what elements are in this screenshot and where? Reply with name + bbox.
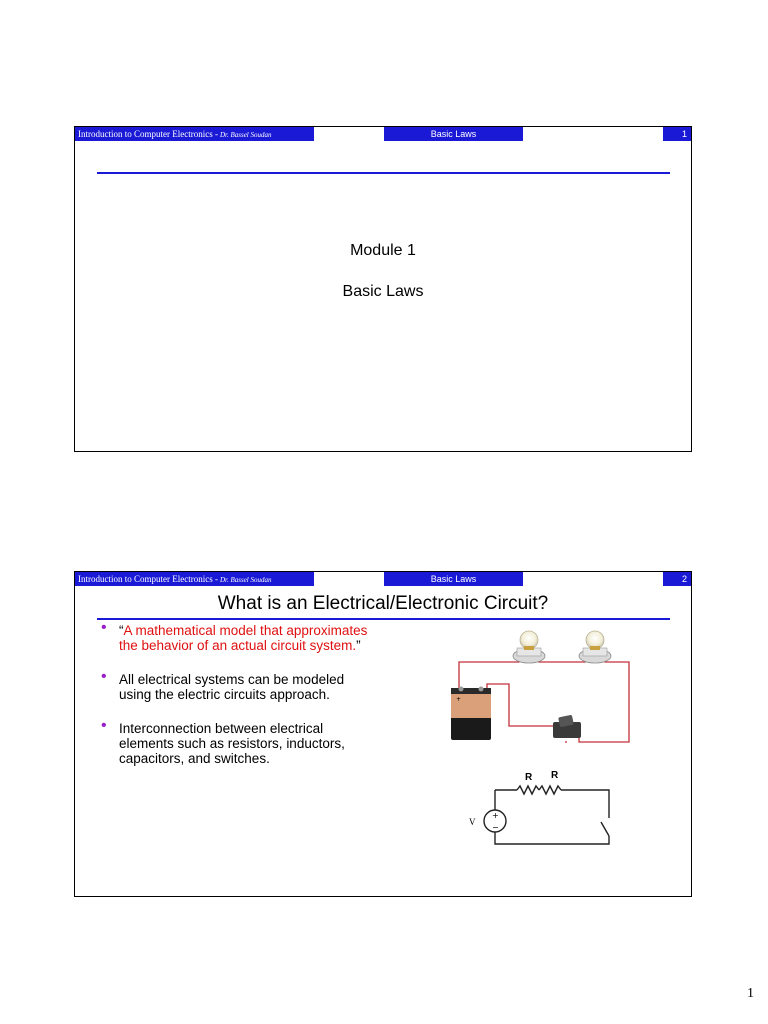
slide-number: 2 <box>663 572 691 586</box>
switch-icon <box>553 715 581 738</box>
title-rule <box>97 172 670 174</box>
bullet-list <box>99 619 379 785</box>
slide-header-topic: Basic Laws <box>384 127 523 141</box>
slide-number: 1 <box>663 127 691 141</box>
page-number: 1 <box>747 986 754 1001</box>
bullet-item: • All electrical systems can be modeled using the electric circuits approach. <box>101 668 345 702</box>
circuit-photo-figure <box>447 626 632 746</box>
slide-header-course <box>75 127 314 141</box>
course-title: Introduction to Computer Electronics - <box>78 574 218 584</box>
svg-text:+: + <box>456 696 462 703</box>
course-title: Introduction to Computer Electronics - <box>78 129 218 139</box>
title-rule <box>97 618 670 620</box>
bullet-icon: • <box>101 619 107 636</box>
minus-sign: − <box>492 823 499 832</box>
bullet-icon: • <box>101 717 107 734</box>
resistor-label: R <box>551 770 559 781</box>
bullet-icon: • <box>101 668 107 685</box>
circuit-schematic-figure <box>465 768 615 854</box>
module-title: Module 1 <box>350 242 416 259</box>
resistor-icon <box>517 786 539 794</box>
author-name: Dr. Bassel Soudan <box>219 576 272 584</box>
switch-icon <box>601 822 609 836</box>
bulb-icon <box>579 631 611 663</box>
definition-quote: A mathematical model that approximates the behavior of an actual circuit system. <box>119 623 368 653</box>
source-label: V <box>469 817 476 827</box>
bullet-item: • “A mathematical model that approximates the behavior of an actual circuit system.” <box>101 619 368 653</box>
slide-header-topic: Basic Laws <box>384 572 523 586</box>
slide-2 <box>74 571 692 897</box>
slide-header-course <box>75 572 314 586</box>
battery-icon <box>451 687 491 741</box>
plus-sign: + <box>492 811 499 820</box>
bulb-icon <box>513 631 545 663</box>
module-subtitle: Basic Laws <box>342 283 424 300</box>
slide-1 <box>74 126 692 452</box>
slide-title: What is an Electrical/Electronic Circuit? <box>217 593 549 614</box>
author-name: Dr. Bassel Soudan <box>219 131 272 139</box>
resistor-label: R <box>525 772 533 783</box>
resistor-icon <box>539 786 561 794</box>
bullet-item: • Interconnection between electrical elements such as resistors, inductors, capacitors, and switches. <box>101 717 345 766</box>
